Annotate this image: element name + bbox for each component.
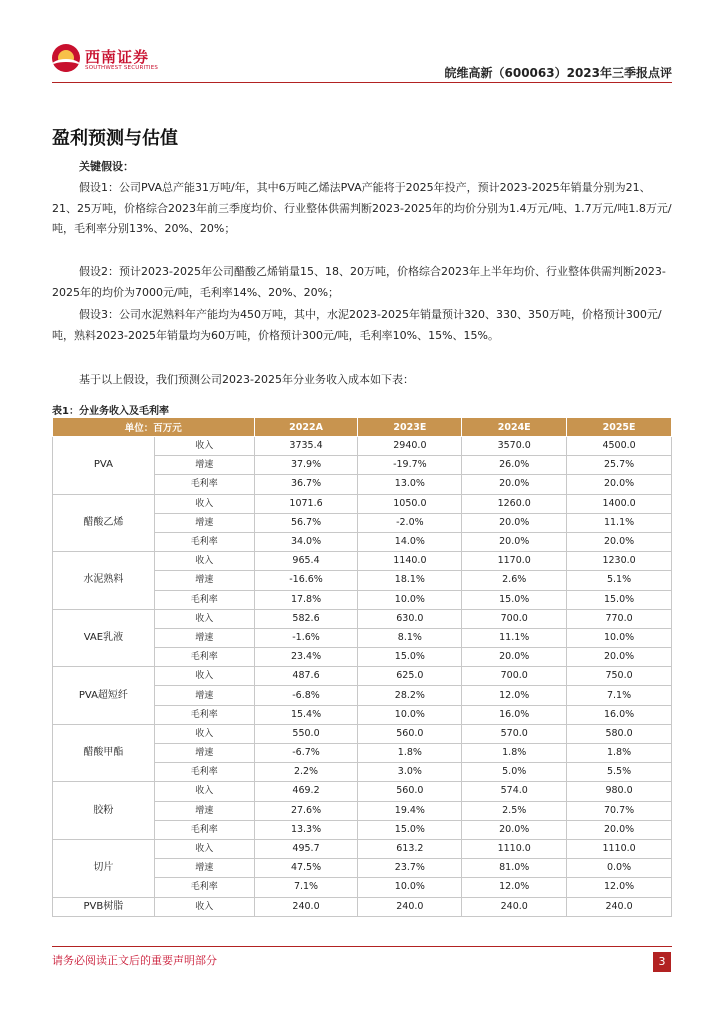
- table-row: [53, 839, 672, 858]
- header-divider: [52, 82, 672, 83]
- value-cell: 1260.0: [462, 494, 567, 513]
- value-cell: 469.2: [254, 782, 358, 801]
- value-cell: 0.0%: [567, 859, 672, 878]
- value-cell: 240.0: [462, 897, 567, 916]
- metric-name-cell: 增速: [154, 801, 254, 820]
- value-cell: 11.1%: [462, 628, 567, 647]
- value-cell: 12.0%: [462, 686, 567, 705]
- summary-paragraph: 基于以上假设，我们预测公司2023-2025年分业务收入成本如下表：: [79, 373, 414, 386]
- value-cell: 700.0: [462, 667, 567, 686]
- value-cell: 240.0: [358, 897, 462, 916]
- value-cell: -19.7%: [358, 456, 462, 475]
- table-row: [53, 494, 672, 513]
- value-cell: 2.6%: [462, 571, 567, 590]
- metric-name-cell: 收入: [154, 552, 254, 571]
- assumption-paragraph-3: 假设3：公司水泥熟料年产能均为450万吨，其中，水泥2023-2025年销量预计320、330、350万吨，价格预计300元/吨，熟料2023-2025年销量均为60万吨，价格预计300元/吨，毛利率10%、15%、15%。: [52, 308, 662, 342]
- value-cell: 770.0: [567, 609, 672, 628]
- table-row: [53, 782, 672, 801]
- value-cell: 2.2%: [254, 763, 358, 782]
- segment-name-cell: PVA: [53, 437, 155, 495]
- company-logo: [52, 44, 159, 76]
- metric-name-cell: 收入: [154, 724, 254, 743]
- metric-name-cell: 毛利率: [154, 820, 254, 839]
- footer-divider: [52, 946, 672, 947]
- value-cell: 23.7%: [358, 859, 462, 878]
- value-cell: 11.1%: [567, 513, 672, 532]
- value-cell: 630.0: [358, 609, 462, 628]
- metric-name-cell: 毛利率: [154, 590, 254, 609]
- value-cell: 965.4: [254, 552, 358, 571]
- metric-name-cell: 增速: [154, 744, 254, 763]
- value-cell: 20.0%: [462, 513, 567, 532]
- segment-name-cell: 水泥熟料: [53, 552, 155, 610]
- value-cell: 10.0%: [567, 628, 672, 647]
- value-cell: 15.4%: [254, 705, 358, 724]
- value-cell: -6.8%: [254, 686, 358, 705]
- segment-name-cell: 醋酸乙烯: [53, 494, 155, 552]
- value-cell: 1170.0: [462, 552, 567, 571]
- segment-name-cell: 切片: [53, 839, 155, 897]
- value-cell: 36.7%: [254, 475, 358, 494]
- value-cell: 16.0%: [462, 705, 567, 724]
- value-cell: 20.0%: [567, 648, 672, 667]
- value-cell: 3570.0: [462, 437, 567, 456]
- table-row: [53, 552, 672, 571]
- value-cell: 19.4%: [358, 801, 462, 820]
- value-cell: 574.0: [462, 782, 567, 801]
- value-cell: 25.7%: [567, 456, 672, 475]
- metric-name-cell: 毛利率: [154, 475, 254, 494]
- value-cell: 18.1%: [358, 571, 462, 590]
- value-cell: -16.6%: [254, 571, 358, 590]
- value-cell: 1140.0: [358, 552, 462, 571]
- table-row: [53, 437, 672, 456]
- value-cell: 10.0%: [358, 878, 462, 897]
- value-cell: 582.6: [254, 609, 358, 628]
- value-cell: 15.0%: [358, 820, 462, 839]
- assumption-paragraph-1: 假设1：公司PVA总产能31万吨/年，其中6万吨乙烯法PVA产能将于2025年投产，预计2023-2025年销量分别为21、21、25万吨，价格综合2023年前三季度均价、行业整体供需判断2023-2025年的均价分别为1.4万元/吨、1.7万元/吨1.8万元/吨，毛利率分别13%、20%、20%；: [52, 181, 672, 235]
- value-cell: 1.8%: [462, 744, 567, 763]
- segment-name-cell: 胶粉: [53, 782, 155, 840]
- metric-name-cell: 收入: [154, 437, 254, 456]
- table-header-unit: 单位：百万元: [53, 418, 255, 437]
- table-header-year: 2022A: [254, 418, 358, 437]
- metric-name-cell: 收入: [154, 609, 254, 628]
- value-cell: 1110.0: [567, 839, 672, 858]
- page-number: 3: [653, 952, 671, 972]
- table-header-year: 2024E: [462, 418, 567, 437]
- value-cell: 1400.0: [567, 494, 672, 513]
- value-cell: 8.1%: [358, 628, 462, 647]
- value-cell: 10.0%: [358, 705, 462, 724]
- key-assumptions-label: 关键假设：: [79, 160, 134, 173]
- value-cell: 487.6: [254, 667, 358, 686]
- value-cell: 570.0: [462, 724, 567, 743]
- table-caption: 表1：分业务收入及毛利率: [52, 406, 169, 417]
- logo-emblem-icon: [52, 44, 80, 72]
- value-cell: 560.0: [358, 782, 462, 801]
- value-cell: 580.0: [567, 724, 672, 743]
- value-cell: 20.0%: [462, 820, 567, 839]
- value-cell: 7.1%: [254, 878, 358, 897]
- value-cell: 560.0: [358, 724, 462, 743]
- metric-name-cell: 收入: [154, 839, 254, 858]
- value-cell: 550.0: [254, 724, 358, 743]
- assumption-paragraph-2: 假设2：预计2023-2025年公司醋酸乙烯销量15、18、20万吨，价格综合2023年上半年均价、行业整体供需判断2023-2025年的均价为7000元/吨，毛利率14%、20%、20%；: [52, 265, 666, 299]
- logo-english-text: SOUTHWEST SECURITIES: [85, 65, 159, 71]
- table-row: [53, 897, 672, 916]
- metric-name-cell: 增速: [154, 686, 254, 705]
- table-header-year: 2025E: [567, 418, 672, 437]
- value-cell: 750.0: [567, 667, 672, 686]
- value-cell: 7.1%: [567, 686, 672, 705]
- value-cell: 20.0%: [462, 475, 567, 494]
- page-header: [0, 0, 724, 90]
- report-title: 皖维高新（600063）2023年三季报点评: [444, 66, 672, 80]
- value-cell: -1.6%: [254, 628, 358, 647]
- metric-name-cell: 增速: [154, 513, 254, 532]
- value-cell: 3.0%: [358, 763, 462, 782]
- table-header-row: [53, 418, 672, 437]
- value-cell: 14.0%: [358, 532, 462, 551]
- segment-name-cell: PVA超短纤: [53, 667, 155, 725]
- table-row: [53, 667, 672, 686]
- value-cell: 12.0%: [462, 878, 567, 897]
- value-cell: 1050.0: [358, 494, 462, 513]
- value-cell: 28.2%: [358, 686, 462, 705]
- metric-name-cell: 毛利率: [154, 878, 254, 897]
- value-cell: -6.7%: [254, 744, 358, 763]
- value-cell: 980.0: [567, 782, 672, 801]
- metric-name-cell: 毛利率: [154, 705, 254, 724]
- value-cell: 20.0%: [567, 475, 672, 494]
- revenue-margin-table: [52, 417, 672, 917]
- metric-name-cell: 毛利率: [154, 648, 254, 667]
- metric-name-cell: 收入: [154, 782, 254, 801]
- value-cell: 20.0%: [567, 820, 672, 839]
- value-cell: 81.0%: [462, 859, 567, 878]
- value-cell: 20.0%: [462, 648, 567, 667]
- value-cell: 1.8%: [358, 744, 462, 763]
- value-cell: 15.0%: [358, 648, 462, 667]
- value-cell: 16.0%: [567, 705, 672, 724]
- value-cell: 1071.6: [254, 494, 358, 513]
- value-cell: 34.0%: [254, 532, 358, 551]
- table-row: [53, 724, 672, 743]
- footer-disclaimer: 请务必阅读正文后的重要声明部分: [52, 954, 217, 967]
- value-cell: 2940.0: [358, 437, 462, 456]
- value-cell: 15.0%: [462, 590, 567, 609]
- value-cell: 12.0%: [567, 878, 672, 897]
- value-cell: 5.5%: [567, 763, 672, 782]
- value-cell: 613.2: [358, 839, 462, 858]
- value-cell: 1.8%: [567, 744, 672, 763]
- value-cell: 20.0%: [462, 532, 567, 551]
- value-cell: 13.3%: [254, 820, 358, 839]
- value-cell: 240.0: [254, 897, 358, 916]
- metric-name-cell: 增速: [154, 456, 254, 475]
- metric-name-cell: 毛利率: [154, 532, 254, 551]
- value-cell: 625.0: [358, 667, 462, 686]
- value-cell: 47.5%: [254, 859, 358, 878]
- value-cell: 240.0: [567, 897, 672, 916]
- table-row: [53, 609, 672, 628]
- value-cell: 2.5%: [462, 801, 567, 820]
- metric-name-cell: 增速: [154, 571, 254, 590]
- value-cell: 13.0%: [358, 475, 462, 494]
- metric-name-cell: 收入: [154, 667, 254, 686]
- value-cell: 4500.0: [567, 437, 672, 456]
- value-cell: 56.7%: [254, 513, 358, 532]
- value-cell: 5.1%: [567, 571, 672, 590]
- value-cell: 70.7%: [567, 801, 672, 820]
- value-cell: 20.0%: [567, 532, 672, 551]
- segment-name-cell: 醋酸甲酯: [53, 724, 155, 782]
- segment-name-cell: PVB树脂: [53, 897, 155, 916]
- value-cell: 1230.0: [567, 552, 672, 571]
- metric-name-cell: 收入: [154, 897, 254, 916]
- value-cell: -2.0%: [358, 513, 462, 532]
- value-cell: 495.7: [254, 839, 358, 858]
- value-cell: 27.6%: [254, 801, 358, 820]
- metric-name-cell: 增速: [154, 859, 254, 878]
- value-cell: 37.9%: [254, 456, 358, 475]
- value-cell: 3735.4: [254, 437, 358, 456]
- value-cell: 700.0: [462, 609, 567, 628]
- value-cell: 26.0%: [462, 456, 567, 475]
- metric-name-cell: 毛利率: [154, 763, 254, 782]
- value-cell: 17.8%: [254, 590, 358, 609]
- logo-chinese-text: 西南证券: [85, 48, 150, 66]
- value-cell: 5.0%: [462, 763, 567, 782]
- value-cell: 10.0%: [358, 590, 462, 609]
- value-cell: 15.0%: [567, 590, 672, 609]
- table-header-year: 2023E: [358, 418, 462, 437]
- section-title: 盈利预测与估值: [52, 128, 178, 149]
- value-cell: 23.4%: [254, 648, 358, 667]
- segment-name-cell: VAE乳液: [53, 609, 155, 667]
- metric-name-cell: 收入: [154, 494, 254, 513]
- metric-name-cell: 增速: [154, 628, 254, 647]
- value-cell: 1110.0: [462, 839, 567, 858]
